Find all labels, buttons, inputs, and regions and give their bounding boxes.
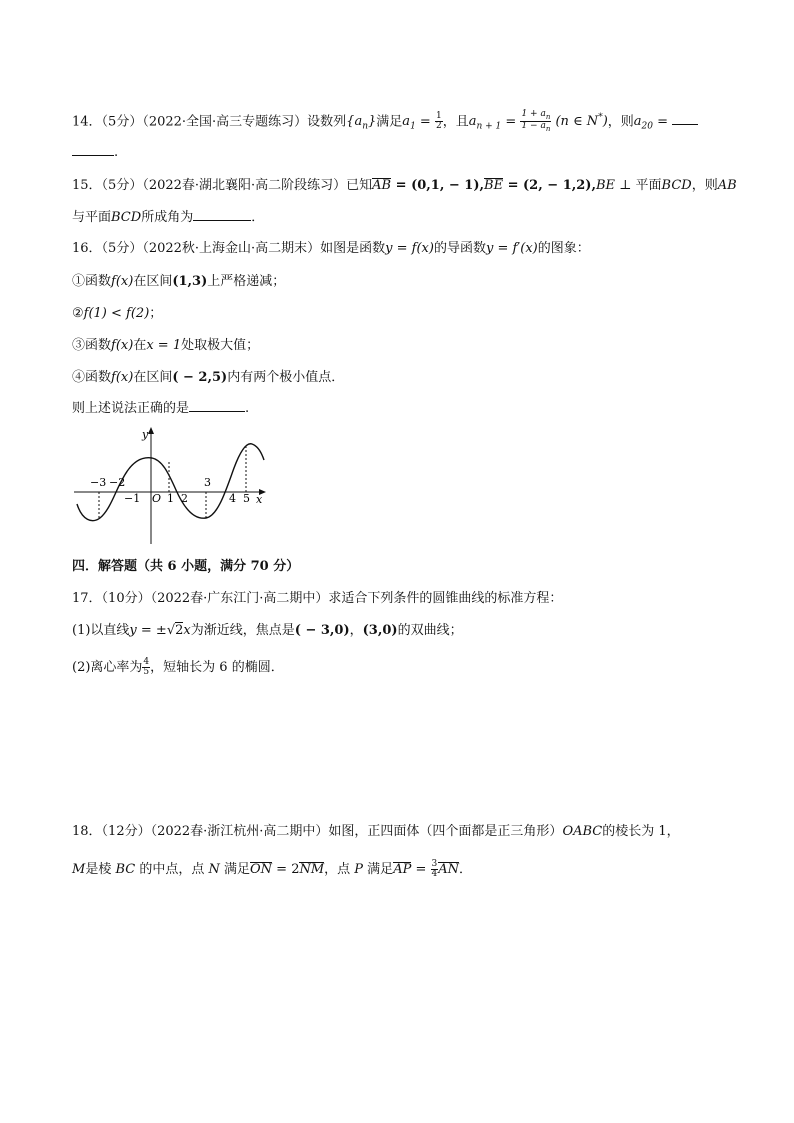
question-18-line-1: 18．（12分）（2022春·浙江杭州·高二期中）如图，正四面体（四个面都是正三角形）OABC的棱长为 1， (72, 824, 680, 839)
a1-term: $a_1$ (402, 114, 416, 132)
sqrt-sign: √ (166, 623, 176, 638)
question-15-line-2: 与平面BCD所成角为 ． (72, 210, 265, 225)
section-4-heading: 四．解答题（共 6 小题，满分 70 分） (72, 559, 300, 574)
q16-option-4: ④函数f(x)在区间( − 2,5)内有两个极小值点． (72, 370, 345, 385)
tick-1: 1 (167, 492, 174, 505)
tick-origin: O (152, 492, 162, 505)
q16-ask: 则上述说法正确的是 . (72, 401, 250, 416)
answer-blank-14a[interactable] (672, 112, 698, 125)
half-fraction: $\frac{1}{2}$ (435, 111, 442, 132)
eccentricity-fraction: $\frac{4}{5}$ (143, 657, 150, 677)
tick-minus1: −1 (124, 492, 141, 505)
y-axis-arrow (148, 427, 154, 434)
x-axis-label: x (256, 493, 263, 506)
q16-intro: 16．（5分）（2022秋·上海金山·高二期末）如图是函数 (72, 241, 386, 256)
answer-blank-15[interactable] (193, 208, 251, 221)
tick-minus2: −2 (109, 476, 126, 489)
q17-part-2: (2)离心率为 $\frac{4}{5}$ ，短轴长为 6 的椭圆． (72, 657, 284, 677)
an1-term: $a_{n + 1}$ (468, 114, 502, 132)
question-15-line-1: 15．（5分）（2022春·湖北襄阳·高二阶段练习）已知AB = (0,1, − 1),BE = (2, − 1,2),BE ⊥ 平面BCD，则AB (72, 178, 737, 193)
q14-intro: 14．（5分）（2022·全国·高三专题练习）设数列 (72, 114, 347, 130)
q16-option-3: ③函数f(x)在x = 1处取极大值； (72, 338, 260, 353)
question-16-line-1: 16．（5分）（2022秋·上海金山·高二期末）如图是函数y = f(x)的导函数y = f′(x)的图象： (72, 241, 590, 256)
question-14-line-2: . (72, 143, 118, 162)
question-14-line-1: 14．（5分）（2022·全国·高三专题练习）设数列$\{a_n\}$满足$a_1$ = $\frac{1}{2}$ ，且$a_{n + 1}$ = $\frac{1 + a_n}{1 - a_n}$ (n ∈ N*)，则$a_{20}$ = (72, 109, 698, 136)
recurrence-fraction: $\frac{1 + a_n}{1 - a_n}$ (521, 108, 551, 134)
tick-5: 5 (243, 492, 250, 505)
vector-be: BE (484, 178, 504, 193)
q15-intro: 15．（5分）（2022春·湖北襄阳·高二阶段练习）已知 (72, 178, 373, 193)
three-quarters-fraction: $\frac{3}{4}$ (431, 859, 438, 879)
q16-option-1: ①函数f(x)在区间(1,3)上严格递减； (72, 274, 286, 289)
derivative-graph (70, 424, 270, 546)
tick-4: 4 (229, 492, 236, 505)
q16-option-2: ②f(1) < f(2)； (72, 306, 163, 321)
vector-an: AN (438, 862, 459, 877)
y-axis-label: y (142, 428, 149, 441)
vector-ab: AB (372, 178, 392, 193)
seq-an: $\{a_n\}$ (346, 114, 377, 132)
question-18-line-2: M是棱 BC 的中点，点 N 满足ON = 2NM，点 P 满足AP = $\frac{3}{4}$ AN． (72, 859, 473, 879)
vector-nm: NM (299, 862, 325, 877)
tick-minus3: −3 (90, 476, 107, 489)
domain: (n ∈ N*) (555, 113, 608, 130)
q14-cond: 满足 (376, 114, 403, 130)
vector-ap: AP (393, 862, 412, 877)
tick-2: 2 (181, 492, 188, 505)
q17-part-1: (1)以直线y = ±√2x为渐近线，焦点是( − 3,0)，(3,0)的双曲线； (72, 623, 463, 638)
tick-3: 3 (204, 476, 211, 489)
answer-blank-14b[interactable] (72, 143, 114, 156)
answer-blank-16[interactable] (189, 399, 245, 412)
a20-term: $a_{20}$ (633, 114, 653, 132)
vector-on: ON (249, 862, 273, 877)
question-17-line-1: 17．（10分）（2022春·广东江门·高二期中）求适合下列条件的圆锥曲线的标准方程： (72, 591, 563, 606)
